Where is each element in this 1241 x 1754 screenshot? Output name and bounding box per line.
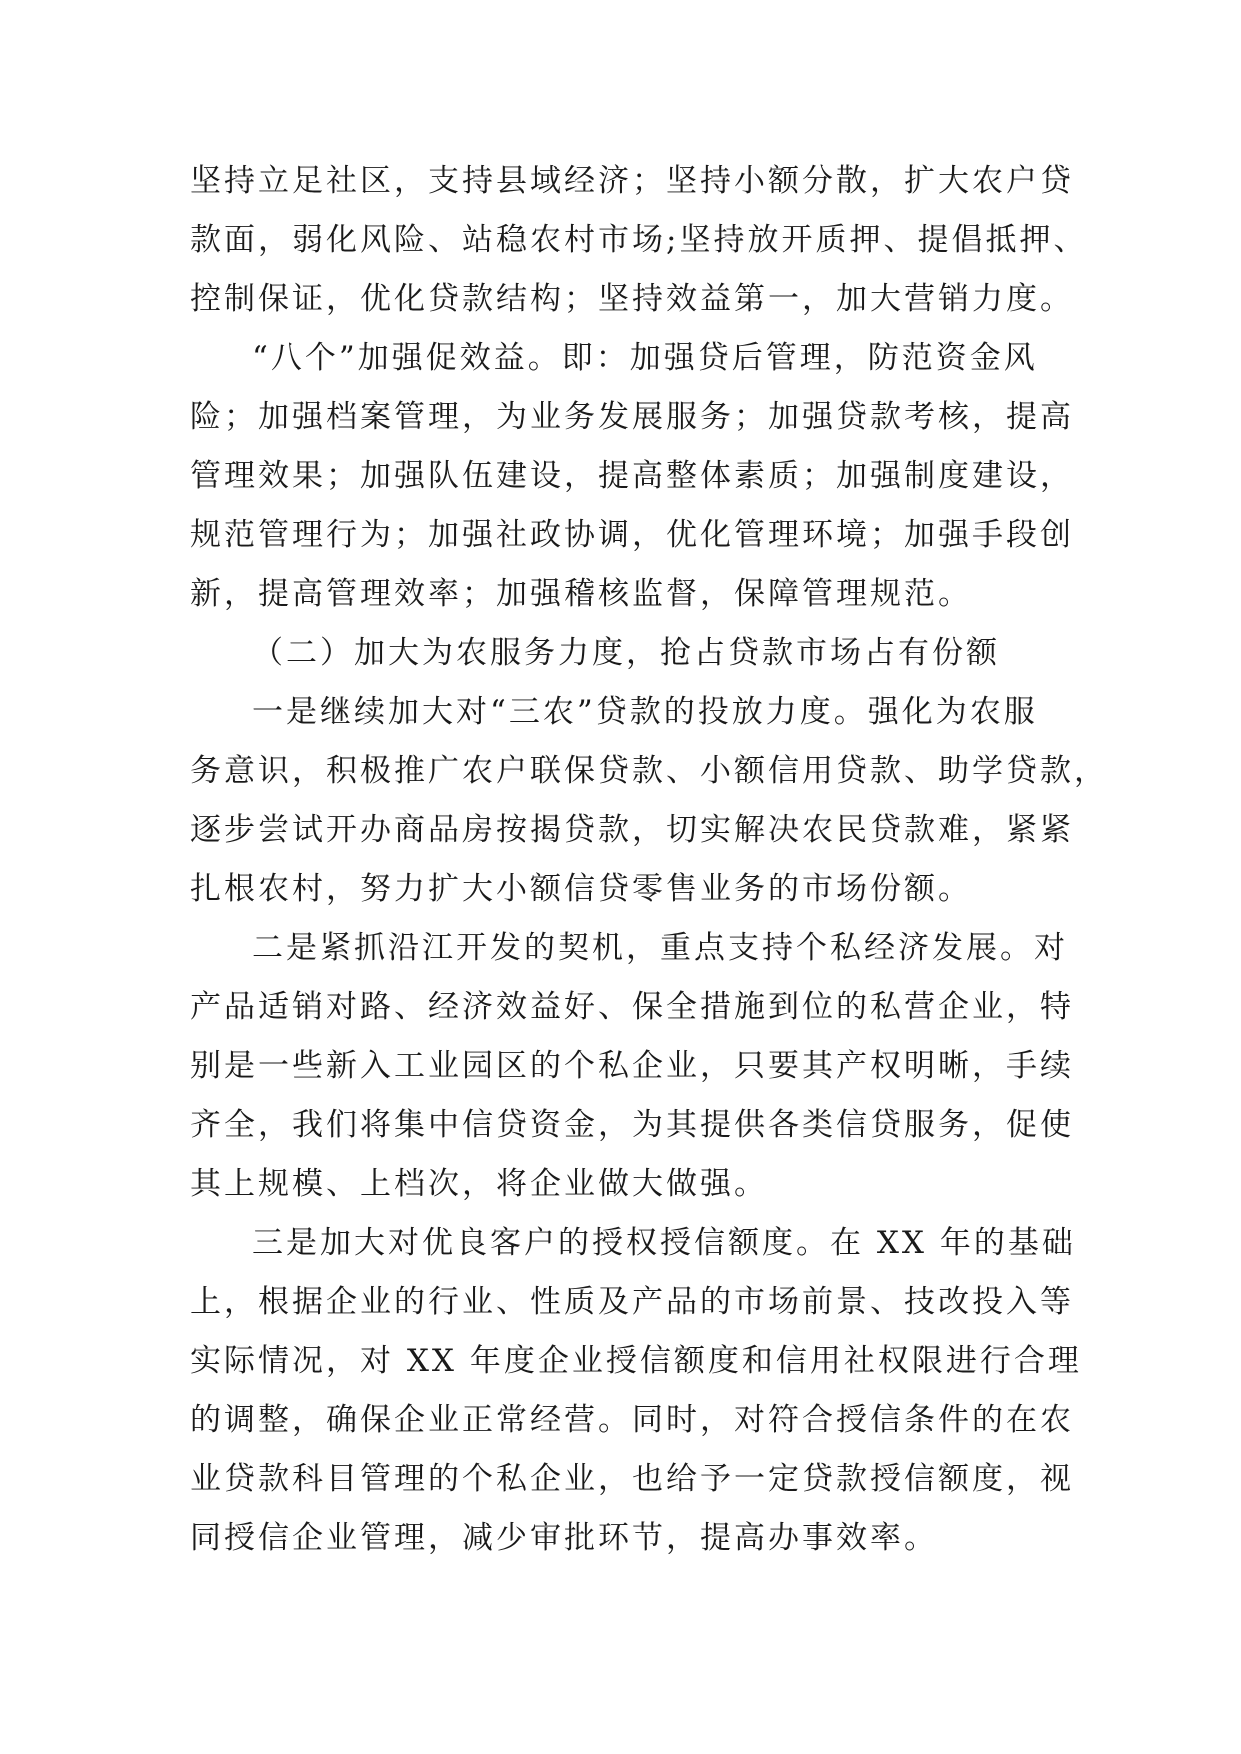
text-line: 险；加强档案管理，为业务发展服务；加强贷款考核，提高: [190, 399, 1074, 435]
text-line: 务意识，积极推广农户联保贷款、小额信用贷款、助学贷款，: [190, 753, 1108, 789]
text-line: 逐步尝试开办商品房按揭贷款，切实解决农民贷款难，紧紧: [190, 812, 1074, 848]
paragraph-4: [190, 919, 1080, 1214]
text-line: 同授信企业管理，减少审批环节，提高办事效率。: [190, 1520, 938, 1556]
paragraph-2: [190, 329, 1080, 624]
text-line: 规范管理行为；加强社政协调，优化管理环境；加强手段创: [190, 517, 1074, 553]
section-heading: [190, 624, 1080, 683]
heading-line: （二）加大为农服务力度，抢占贷款市场占有份额: [252, 635, 1000, 671]
text-line: 别是一些新入工业园区的个私企业，只要其产权明晰，手续: [190, 1048, 1074, 1084]
text-line: 实际情况，对 XX 年度企业授信额度和信用社权限进行合理: [190, 1343, 1082, 1379]
text-line: 上，根据企业的行业、性质及产品的市场前景、技改投入等: [190, 1284, 1074, 1320]
text-line: 控制保证，优化贷款结构；坚持效益第一，加大营销力度。: [190, 281, 1074, 317]
text-line: “八个”加强促效益。即：加强贷后管理，防范资金风: [252, 340, 1038, 376]
text-line: 业贷款科目管理的个私企业，也给予一定贷款授信额度，视: [190, 1461, 1074, 1497]
text-line: 三是加大对优良客户的授权授信额度。在 XX 年的基础: [252, 1225, 1076, 1261]
text-line: 产品适销对路、经济效益好、保全措施到位的私营企业，特: [190, 989, 1074, 1025]
text-line: 一是继续加大对“三农”贷款的投放力度。强化为农服: [252, 694, 1038, 730]
text-line: 新，提高管理效率；加强稽核监督，保障管理规范。: [190, 576, 972, 612]
paragraph-3: [190, 683, 1108, 919]
text-line: 款面，弱化风险、站稳农村市场;坚持放开质押、提倡抵押、: [190, 222, 1088, 258]
body-text: [190, 152, 1108, 1568]
text-line: 的调整，确保企业正常经营。同时，对符合授信条件的在农: [190, 1402, 1074, 1438]
text-line: 其上规模、上档次，将企业做大做强。: [190, 1166, 768, 1202]
text-line: 齐全，我们将集中信贷资金，为其提供各类信贷服务，促使: [190, 1107, 1074, 1143]
text-line: 扎根农村，努力扩大小额信贷零售业务的市场份额。: [190, 871, 972, 907]
text-line: 管理效果；加强队伍建设，提高整体素质；加强制度建设，: [190, 458, 1074, 494]
text-line: 二是紧抓沿江开发的契机，重点支持个私经济发展。对: [252, 930, 1068, 966]
text-line: 坚持立足社区，支持县域经济；坚持小额分散，扩大农户贷: [190, 163, 1074, 199]
paragraph-5: [190, 1214, 1080, 1568]
paragraph-1: [190, 152, 1088, 329]
